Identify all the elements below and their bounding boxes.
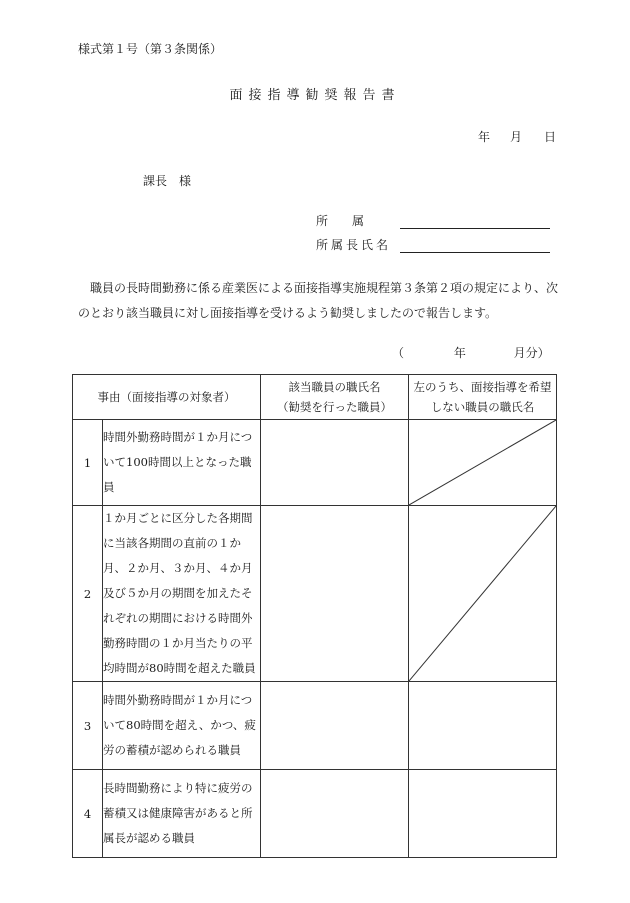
header-names-line1: 該当職員の職氏名 xyxy=(288,380,381,394)
diagonal-slash xyxy=(409,506,556,681)
header-reason: 事由（面接指導の対象者） xyxy=(73,375,261,420)
row-declined-cell[interactable] xyxy=(409,682,557,770)
header-declined xyxy=(409,375,557,420)
dept-input-line[interactable] xyxy=(400,214,550,229)
row-names-cell[interactable] xyxy=(261,770,409,858)
dept-head-label: 所属長氏名 xyxy=(316,238,392,252)
row-number: 4 xyxy=(73,770,103,858)
date-day-label: 日 xyxy=(544,130,557,144)
document-title: 面接指導勧奨報告書 xyxy=(229,88,401,103)
dept-head-input-line[interactable] xyxy=(400,238,550,253)
table-row xyxy=(73,682,557,770)
report-table xyxy=(72,374,557,858)
period-year: 年 xyxy=(453,346,466,360)
table-row xyxy=(73,770,557,858)
table-row xyxy=(73,420,557,506)
date-month-label: 月 xyxy=(510,130,523,144)
date-line xyxy=(478,128,556,145)
dept-label: 所 属 xyxy=(316,214,365,228)
header-declined-line1: 左のうち、面接指導を希望 xyxy=(413,380,552,394)
row-number: 3 xyxy=(73,682,103,770)
form-number: 様式第１号（第３条関係） xyxy=(78,42,223,56)
row-number: 2 xyxy=(73,506,103,682)
row-names-cell[interactable] xyxy=(261,682,409,770)
row-declined-cell-disabled xyxy=(409,420,557,506)
period-line xyxy=(392,344,550,361)
row-reason: １か月ごとに区分した各期間に当該各期間の直前の１か月、２か月、３か月、４か月及び５か月の期間を加えたそれぞれの期間における時間外勤務時間の１か月当たりの平均時間が80時間を超えた職員 xyxy=(103,506,261,682)
row-number: 1 xyxy=(73,420,103,506)
row-reason: 長時間勤務により特に疲労の蓄積又は健康障害があると所属長が認める職員 xyxy=(103,770,261,858)
row-declined-cell[interactable] xyxy=(409,770,557,858)
row-reason: 時間外勤務時間が１か月について100時間以上となった職員 xyxy=(103,420,261,506)
diagonal-slash xyxy=(409,420,556,505)
dept-field xyxy=(316,212,550,229)
row-reason: 時間外勤務時間が１か月について80時間を超え、かつ、疲労の蓄積が認められる職員 xyxy=(103,682,261,770)
dept-head-field xyxy=(316,236,550,253)
header-declined-line2: しない職員の職氏名 xyxy=(430,400,535,414)
period-month: 月分） xyxy=(513,346,550,360)
body-text: 職員の長時間勤務に係る産業医による面接指導実施規程第３条第２項の規定により、次のとおり該当職員に対し面接指導を受けるよう勧奨しましたので報告します。 xyxy=(78,281,559,320)
header-names-line2: （勧奨を行った職員） xyxy=(277,400,392,414)
table-header-row xyxy=(73,375,557,420)
header-names xyxy=(261,375,409,420)
row-names-cell[interactable] xyxy=(261,506,409,682)
addressee: 課長 様 xyxy=(143,174,192,188)
date-year-label: 年 xyxy=(478,130,491,144)
row-names-cell[interactable] xyxy=(261,420,409,506)
period-open: （ xyxy=(392,346,405,360)
row-declined-cell-disabled xyxy=(409,506,557,682)
table-row xyxy=(73,506,557,682)
